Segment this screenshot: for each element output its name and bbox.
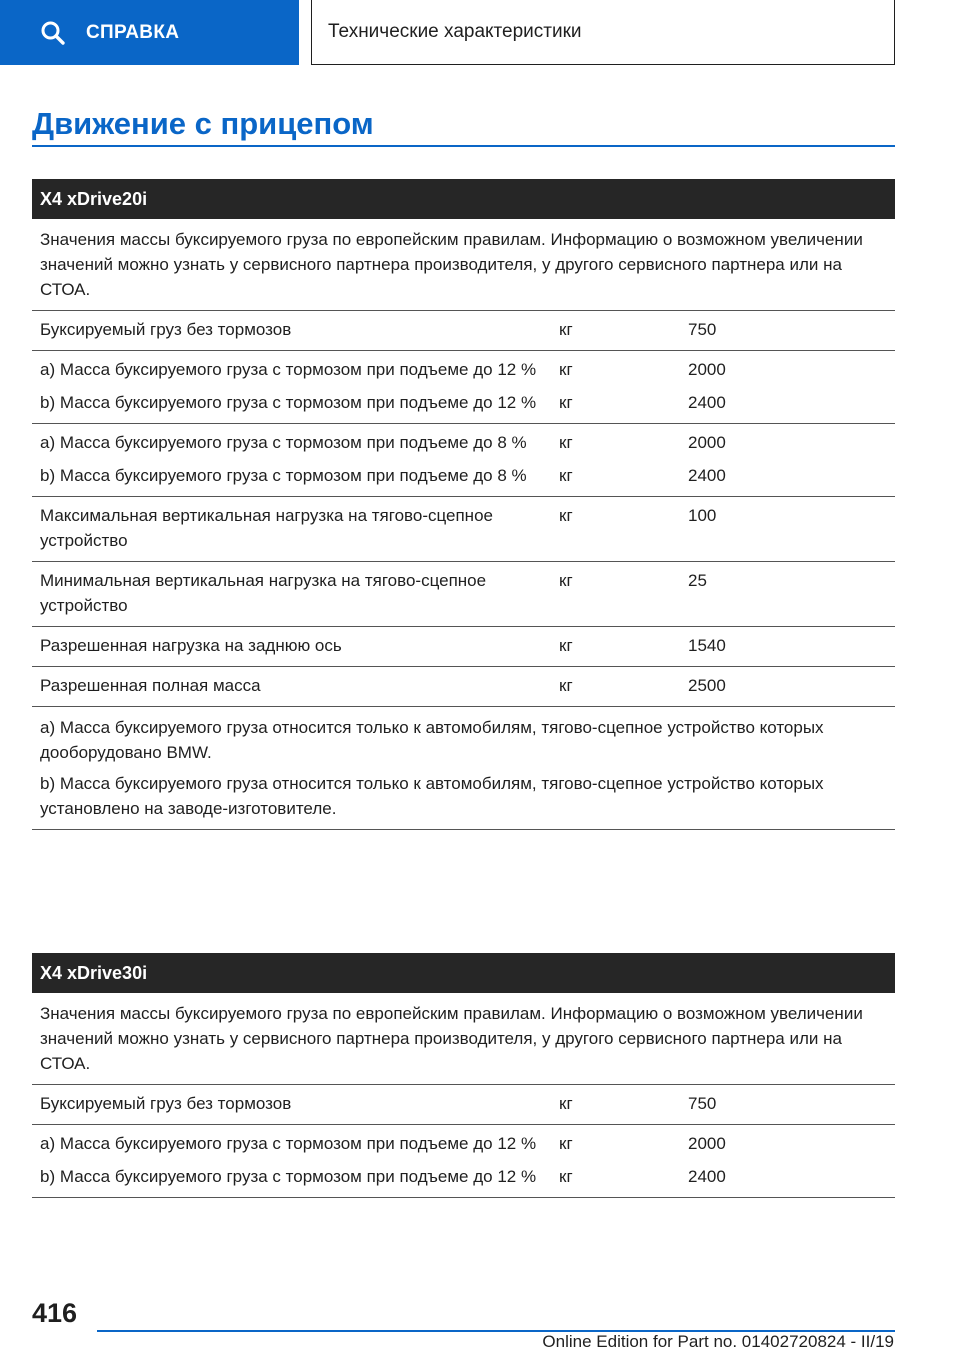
row-label: a) Масса буксируемого груза с тормозом при подъеме до 12 % — [40, 360, 537, 379]
table-row — [32, 1125, 895, 1198]
table-row — [32, 667, 895, 707]
page-number: 416 — [32, 1298, 78, 1328]
row-label: Разрешенная полная масса — [40, 676, 261, 695]
row-value: 1540 — [688, 636, 726, 655]
row-value: 100 — [688, 506, 717, 525]
row-label: Буксируемый груз без тормозов — [40, 1094, 292, 1113]
row-unit: кг — [559, 433, 573, 452]
row-value: 2000 — [688, 433, 726, 452]
row-value: 2400 — [688, 393, 726, 412]
row-unit: кг — [559, 360, 573, 379]
table-row — [32, 311, 895, 351]
title-divider — [32, 145, 895, 147]
spec-table — [32, 1085, 895, 1198]
search-icon — [40, 20, 66, 46]
section-tab-label: Технические характеристики — [328, 21, 582, 42]
row-unit: кг — [559, 466, 573, 485]
spec-block-x4-xdrive20i — [32, 179, 895, 830]
page-title: Движение с прицепом — [32, 106, 374, 141]
block-intro: Значения массы буксируемого груза по европейским правилам. Информацию о возможном увеличении значений можно узнать у сервисного партнера производителя, у другого сервисного партнера или на СТОА. — [32, 219, 895, 311]
table-row — [32, 351, 895, 424]
help-tab-label: СПРАВКА — [86, 21, 180, 43]
row-label: b) Масса буксируемого груза с тормозом при подъеме до 12 % — [40, 393, 537, 412]
row-value: 2000 — [688, 360, 726, 379]
row-unit: кг — [559, 636, 573, 655]
row-label: b) Масса буксируемого груза с тормозом при подъеме до 12 % — [40, 1167, 537, 1186]
footnotes — [32, 707, 895, 830]
footnote: b) Масса буксируемого груза относится только к автомобилям, тягово-сцепное устройство которых установлено на заводе-изготовителе. — [40, 774, 824, 818]
row-unit: кг — [559, 571, 573, 590]
row-label: Максимальная вертикальная нагрузка на тягово-сцепное устройство — [40, 506, 493, 550]
row-value: 2000 — [688, 1134, 726, 1153]
block-heading: X4 xDrive20i — [32, 179, 895, 219]
table-row — [32, 562, 895, 627]
spec-table — [32, 311, 895, 707]
section-tab[interactable] — [311, 0, 895, 65]
row-unit: кг — [559, 1134, 573, 1153]
row-label: a) Масса буксируемого груза с тормозом при подъеме до 12 % — [40, 1134, 537, 1153]
table-row — [32, 424, 895, 497]
row-label: Буксируемый груз без тормозов — [40, 320, 292, 339]
row-unit: кг — [559, 393, 573, 412]
row-unit: кг — [559, 1094, 573, 1113]
row-value: 25 — [688, 571, 707, 590]
row-value: 2500 — [688, 676, 726, 695]
row-value: 2400 — [688, 1167, 726, 1186]
footer-edition: Online Edition for Part no. 01402720824 - II/19 — [542, 1332, 894, 1351]
block-heading: X4 xDrive30i — [32, 953, 895, 993]
row-unit: кг — [559, 676, 573, 695]
row-label: Разрешенная нагрузка на заднюю ось — [40, 636, 342, 655]
spec-block-x4-xdrive30i — [32, 953, 895, 1198]
row-unit: кг — [559, 506, 573, 525]
table-row — [32, 1085, 895, 1125]
row-value: 750 — [688, 1094, 717, 1113]
row-label: a) Масса буксируемого груза с тормозом при подъеме до 8 % — [40, 433, 527, 452]
row-value: 750 — [688, 320, 717, 339]
block-intro: Значения массы буксируемого груза по европейским правилам. Информацию о возможном увеличении значений можно узнать у сервисного партнера производителя, у другого сервисного партнера или на СТОА. — [32, 993, 895, 1085]
help-tab[interactable] — [0, 0, 299, 65]
row-unit: кг — [559, 320, 573, 339]
table-row — [32, 497, 895, 562]
row-label: b) Масса буксируемого груза с тормозом при подъеме до 8 % — [40, 466, 527, 485]
footnote: a) Масса буксируемого груза относится только к автомобилям, тягово-сцепное устройство которых дооборудовано BMW. — [40, 718, 824, 762]
row-value: 2400 — [688, 466, 726, 485]
row-label: Минимальная вертикальная нагрузка на тягово-сцепное устройство — [40, 571, 487, 615]
table-row — [32, 627, 895, 667]
row-unit: кг — [559, 1167, 573, 1186]
